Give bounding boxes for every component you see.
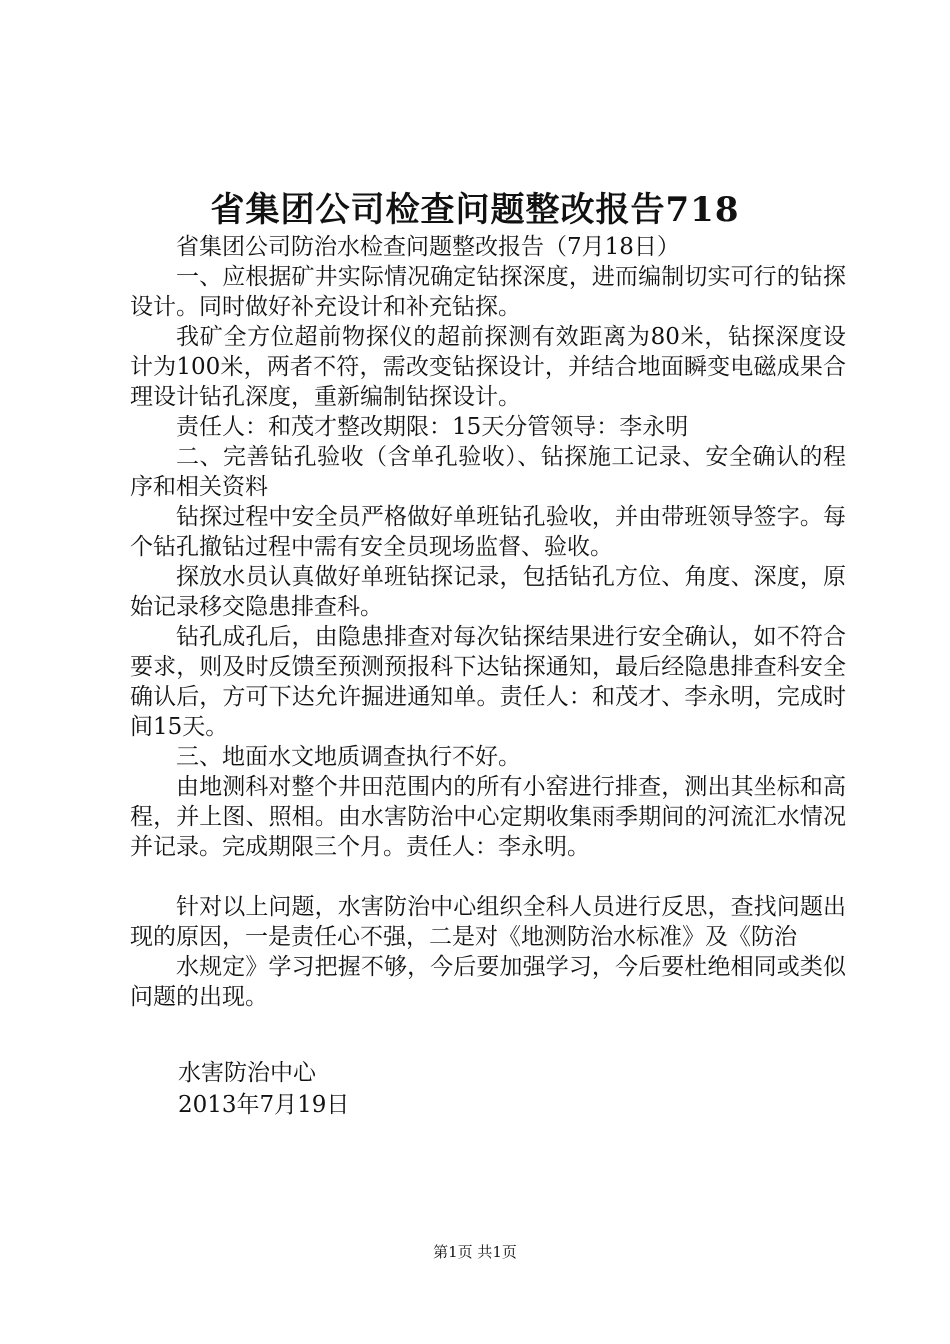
document-body	[130, 232, 846, 1012]
report-subtitle: 省集团公司防治水检查问题整改报告（7月18日）	[176, 234, 680, 260]
conclusion-paragraph-1: 针对以上问题，水害防治中心组织全科人员进行反思，查找问题出现的原因，一是责任心不强，二是对《地测防治水标准》及《防治	[130, 894, 846, 950]
section-two-detail-1: 钻探过程中安全员严格做好单班钻孔验收，并由带班领导签字。每个钻孔撤钻过程中需有安全员现场监督、验收。	[130, 504, 846, 560]
section-three-heading: 三、地面水文地质调查执行不好。	[176, 744, 521, 770]
section-two-detail-2: 探放水员认真做好单班钻探记录，包括钻孔方位、角度、深度，原始记录移交隐患排查科。	[130, 564, 846, 620]
document-title: 省集团公司检查问题整改报告718	[210, 190, 740, 230]
section-one-responsibility: 责任人：和茂才整改期限：15天分管领导：李永明	[176, 414, 689, 440]
page-footer: 第1页 共1页	[433, 1243, 517, 1261]
section-two-heading: 二、完善钻孔验收（含单孔验收）、钻探施工记录、安全确认的程序和相关资料	[130, 444, 846, 500]
section-two-detail-3: 钻孔成孔后，由隐患排查对每次钻探结果进行安全确认，如不符合要求，则及时反馈至预测预报科下达钻探通知，最后经隐患排查科安全确认后，方可下达允许掘进通知单。责任人：和茂才、李永明，完成时间15天。	[130, 624, 846, 740]
section-three-detail: 由地测科对整个井田范围内的所有小窑进行排查，测出其坐标和高程，并上图、照相。由水害防治中心定期收集雨季期间的河流汇水情况并记录。完成期限三个月。责任人：李永明。	[130, 774, 846, 860]
section-one-detail: 我矿全方位超前物探仪的超前探测有效距离为80米，钻探深度设计为100米，两者不符，需改变钻探设计，并结合地面瞬变电磁成果合理设计钻孔深度，重新编制钻探设计。	[130, 324, 846, 410]
signature-department: 水害防治中心	[178, 1060, 316, 1086]
signature-date: 2013年7月19日	[178, 1092, 350, 1118]
conclusion-paragraph-2: 水规定》学习把握不够，今后要加强学习，今后要杜绝相同或类似问题的出现。	[130, 954, 846, 1010]
section-one-heading: 一、应根据矿井实际情况确定钻探深度，进而编制切实可行的钻探设计。同时做好补充设计和补充钻探。	[130, 264, 846, 320]
